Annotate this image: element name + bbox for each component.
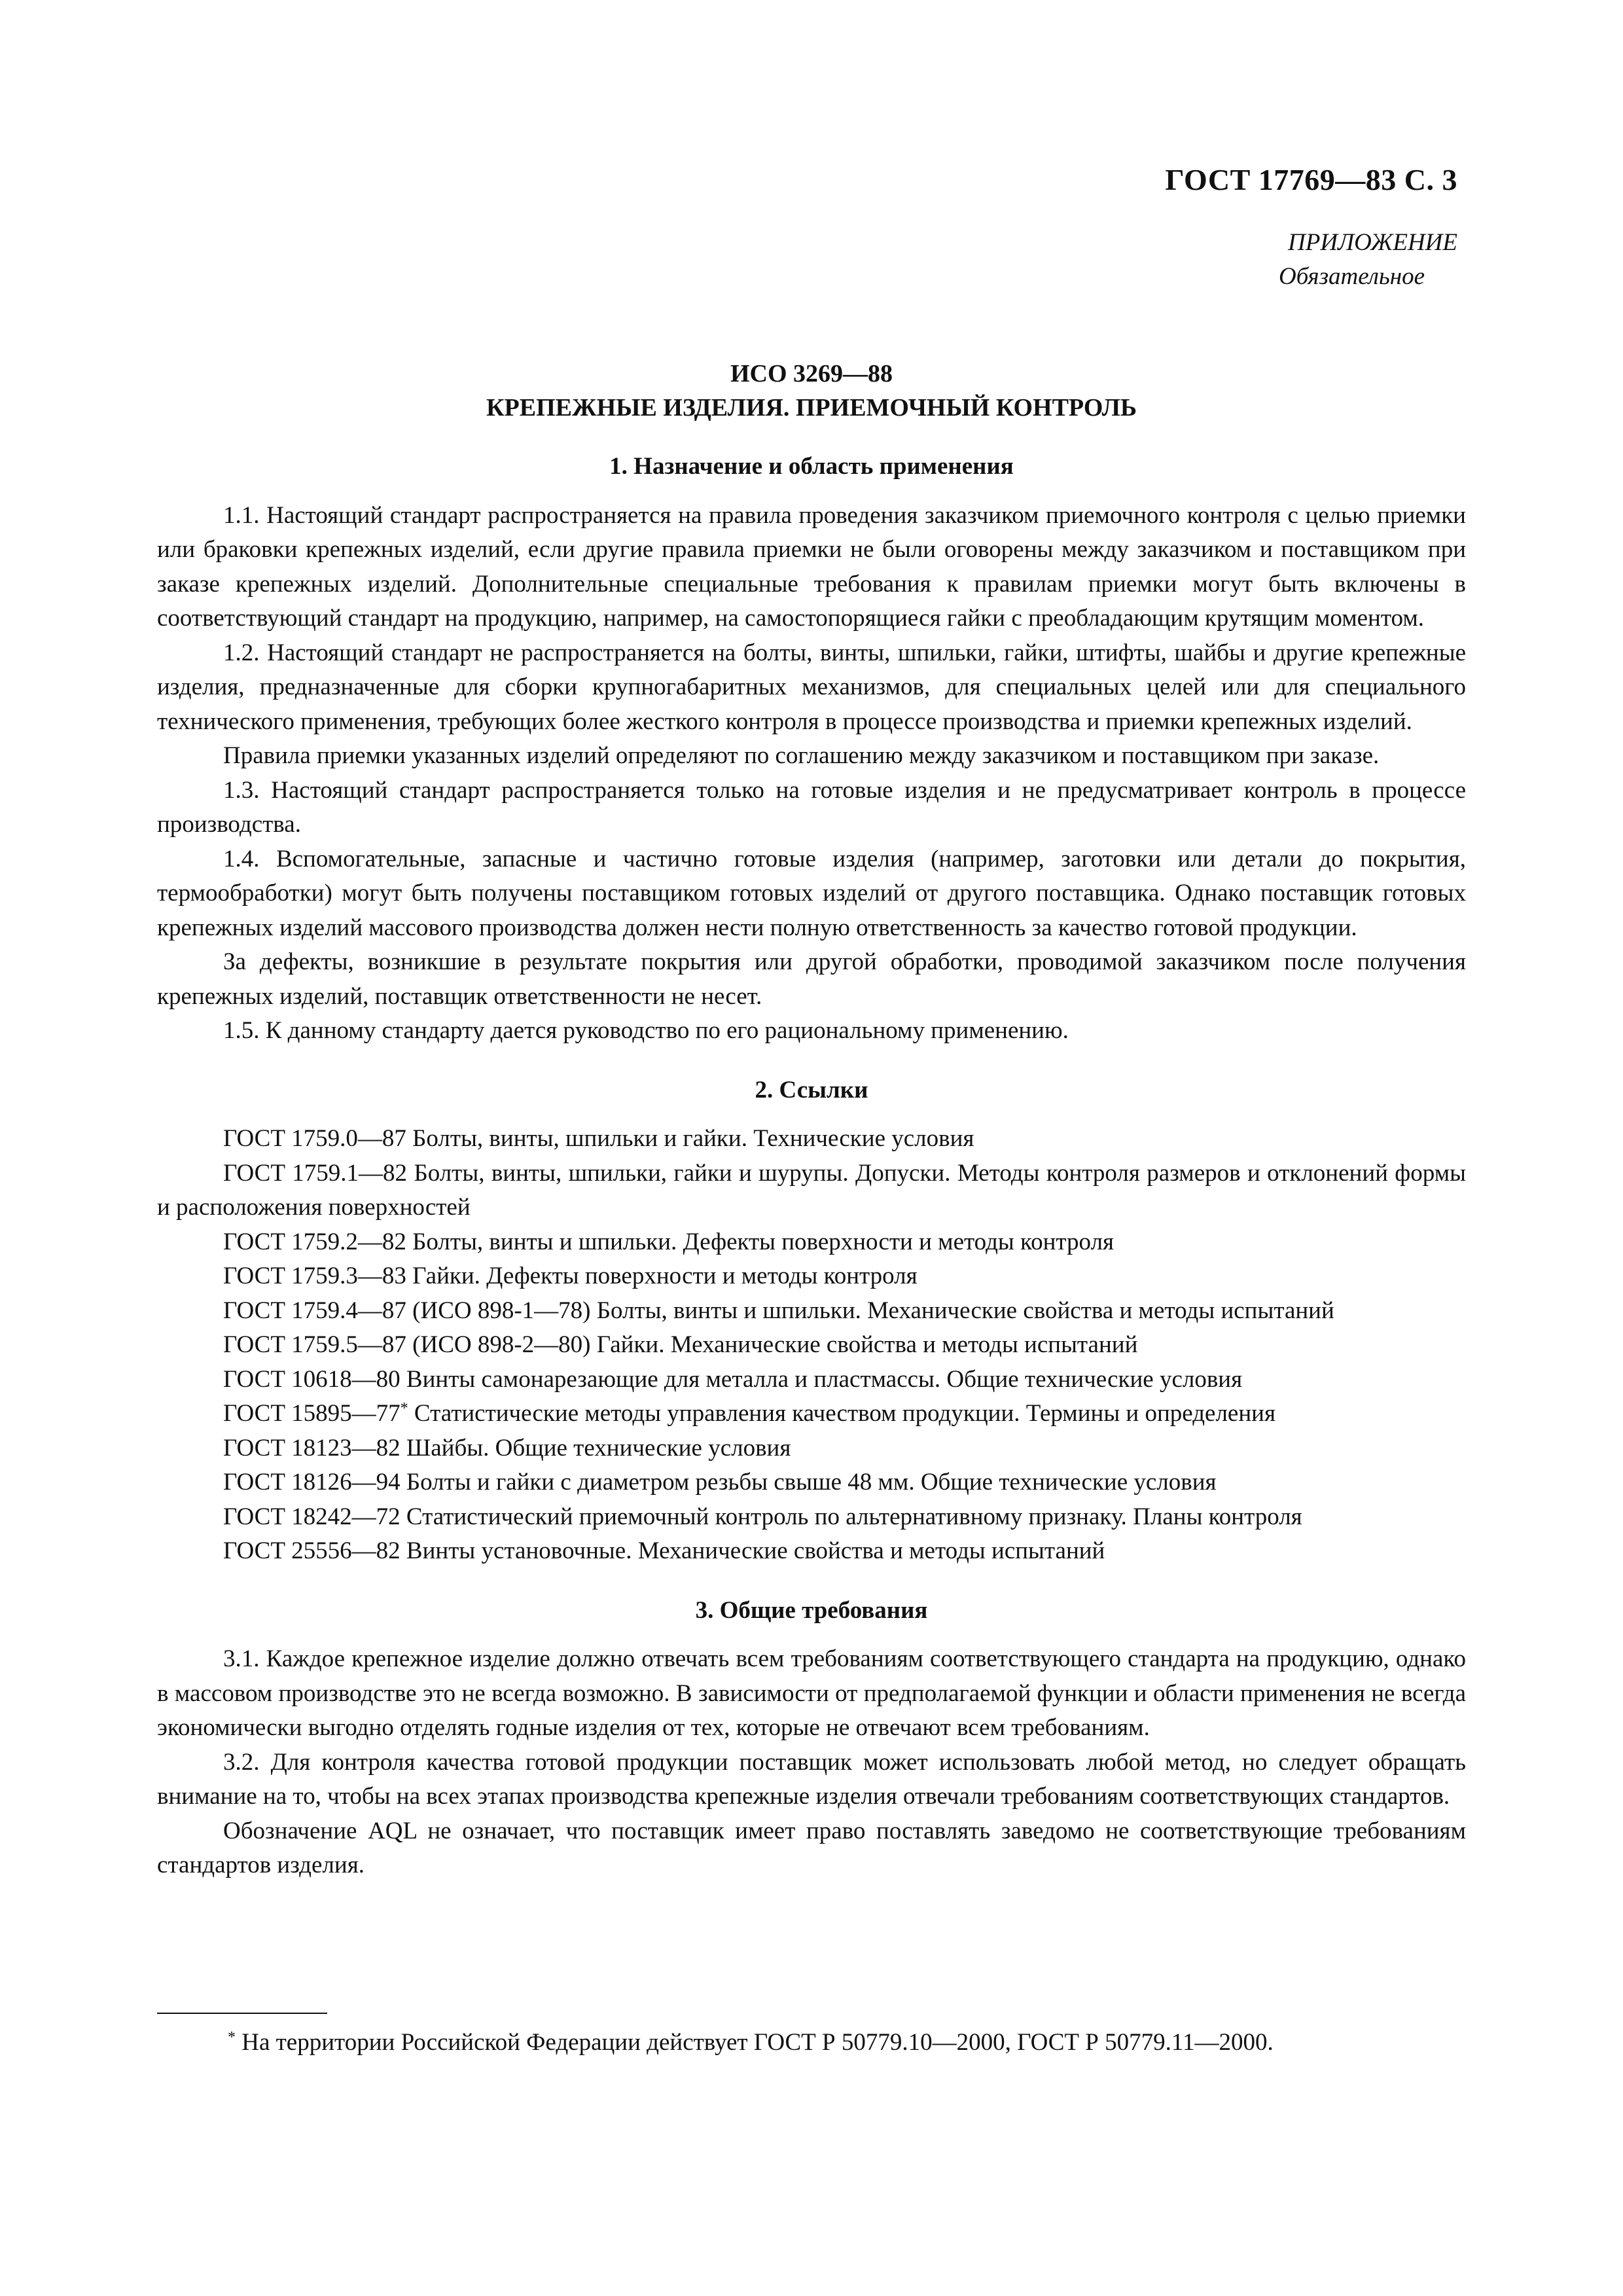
- reference-item: ГОСТ 18126—94 Болты и гайки с диаметром резьбы свыше 48 мм. Общие технические условия: [223, 1469, 1217, 1496]
- page-header: ГОСТ 17769—83 С. 3: [1165, 163, 1457, 196]
- appendix-status: Обязательное: [1278, 263, 1425, 290]
- reference-item: ГОСТ 1759.5—87 (ИСО 898-2—80) Гайки. Механические свойства и методы испытаний: [223, 1331, 1138, 1358]
- reference-item-footnoted: [157, 1397, 1466, 1431]
- reference-item: ГОСТ 1759.4—87 (ИСО 898-1—78) Болты, винты и шпильки. Механические свойства и методы испытаний: [223, 1297, 1334, 1324]
- footnote-area: [157, 2013, 1466, 2060]
- footnote: [157, 2026, 1466, 2060]
- reference-item: ГОСТ 18242—72 Статистический приемочный контроль по альтернативному признаку. Планы контроля: [223, 1503, 1302, 1530]
- paragraph: 1.2. Настоящий стандарт не распространяется на болты, винты, шпильки, гайки, штифты, шайбы и другие крепежные изделия, предназначенные для сборки крупногабаритных механизмов, для специальных целей или для специального технического применения, требующих более жесткого контроля в процессе производства и приемки крепежных изделий.: [157, 639, 1466, 735]
- footnote-divider: [157, 2013, 327, 2014]
- paragraph: 1.5. К данному стандарту дается руководство по его рациональному применению.: [223, 1017, 1069, 1044]
- reference-item: ГОСТ 1759.0—87 Болты, винты, шпильки и гайки. Технические условия: [223, 1125, 974, 1152]
- paragraph: 1.1. Настоящий стандарт распространяется на правила проведения заказчиком приемочного контроля с целью приемки или браковки крепежных изделий, если другие правила приемки не были оговорены между заказчиком и поставщиком при заказе крепежных изделий. Дополнительные специальные требования к правилам приемки могут быть включены в соответствующий стандарт на продукцию, например, на самостопорящиеся гайки с преобладающим крутящим моментом.: [157, 501, 1466, 632]
- reference-item: ГОСТ 1759.2—82 Болты, винты и шпильки. Дефекты поверхности и методы контроля: [223, 1228, 1115, 1255]
- reference-item: ГОСТ 18123—82 Шайбы. Общие технические условия: [223, 1434, 791, 1462]
- section-title-1: 1. Назначение и область применения: [609, 453, 1014, 480]
- footnote-text: На территории Российской Федерации действует ГОСТ Р 50779.10—2000, ГОСТ Р 50779.11—2000.: [236, 2029, 1274, 2056]
- paragraph: 3.2. Для контроля качества готовой продукции поставщик может использовать любой метод, но следует обращать внимание на то, чтобы на всех этапах производства крепежные изделия отвечали требованиям соответствующих стандартов.: [157, 1748, 1466, 1810]
- footnote-mark: *: [400, 1400, 408, 1417]
- section-title-2: 2. Ссылки: [755, 1076, 868, 1103]
- appendix-label: [1279, 226, 1457, 294]
- paragraph: За дефекты, возникшие в результате покрытия или другой обработки, проводимой заказчиком после получения крепежных изделий, поставщик ответственности не несет.: [157, 948, 1466, 1010]
- appendix-title: ПРИЛОЖЕНИЕ: [1288, 229, 1457, 256]
- paragraph: 3.1. Каждое крепежное изделие должно отвечать всем требованиям соответствующего стандарта на продукцию, однако в массовом производстве это не всегда возможно. В зависимости от предполагаемой функции и области применения не всегда экономически выгодно отделять годные изделия от тех, которые не отвечают всем требованиям.: [157, 1645, 1466, 1741]
- paragraph: Обозначение AQL не означает, что поставщик имеет право поставлять заведомо не соответствующие требованиям стандартов изделия.: [157, 1817, 1466, 1878]
- reference-item: ГОСТ 25556—82 Винты установочные. Механические свойства и методы испытаний: [223, 1537, 1105, 1564]
- paragraph: Правила приемки указанных изделий определяют по соглашению между заказчиком и поставщиком при заказе.: [223, 742, 1380, 769]
- reference-code: ГОСТ 15895—77: [223, 1400, 401, 1427]
- document-name: КРЕПЕЖНЫЕ ИЗДЕЛИЯ. ПРИЕМОЧНЫЙ КОНТРОЛЬ: [486, 394, 1137, 422]
- reference-title: Статистические методы управления качеством продукции. Термины и определения: [408, 1400, 1275, 1427]
- reference-item: ГОСТ 1759.3—83 Гайки. Дефекты поверхности и методы контроля: [223, 1263, 918, 1289]
- paragraph: 1.4. Вспомогательные, запасные и частично готовые изделия (например, заготовки или детали до покрытия, термообработки) могут быть получены поставщиком готовых изделий от другого поставщика. Однако поставщик готовых крепежных изделий массового производства должен нести полную ответственность за качество готовой продукции.: [157, 845, 1466, 941]
- reference-item: ГОСТ 1759.1—82 Болты, винты, шпильки, гайки и шурупы. Допуски. Методы контроля размеров и отклонений формы и расположения поверхностей: [157, 1159, 1466, 1221]
- reference-item: ГОСТ 10618—80 Винты самонарезающие для металла и пластмассы. Общие технические условия: [223, 1365, 1243, 1393]
- document-code: ИСО 3269—88: [730, 360, 893, 387]
- paragraph: 1.3. Настоящий стандарт распространяется только на готовые изделия и не предусматривает контроль в процессе производства.: [157, 776, 1466, 838]
- document-title: [157, 357, 1466, 425]
- document-body: [157, 357, 1466, 1883]
- section-title-3: 3. Общие требования: [695, 1596, 928, 1624]
- footnote-mark: *: [228, 2029, 236, 2046]
